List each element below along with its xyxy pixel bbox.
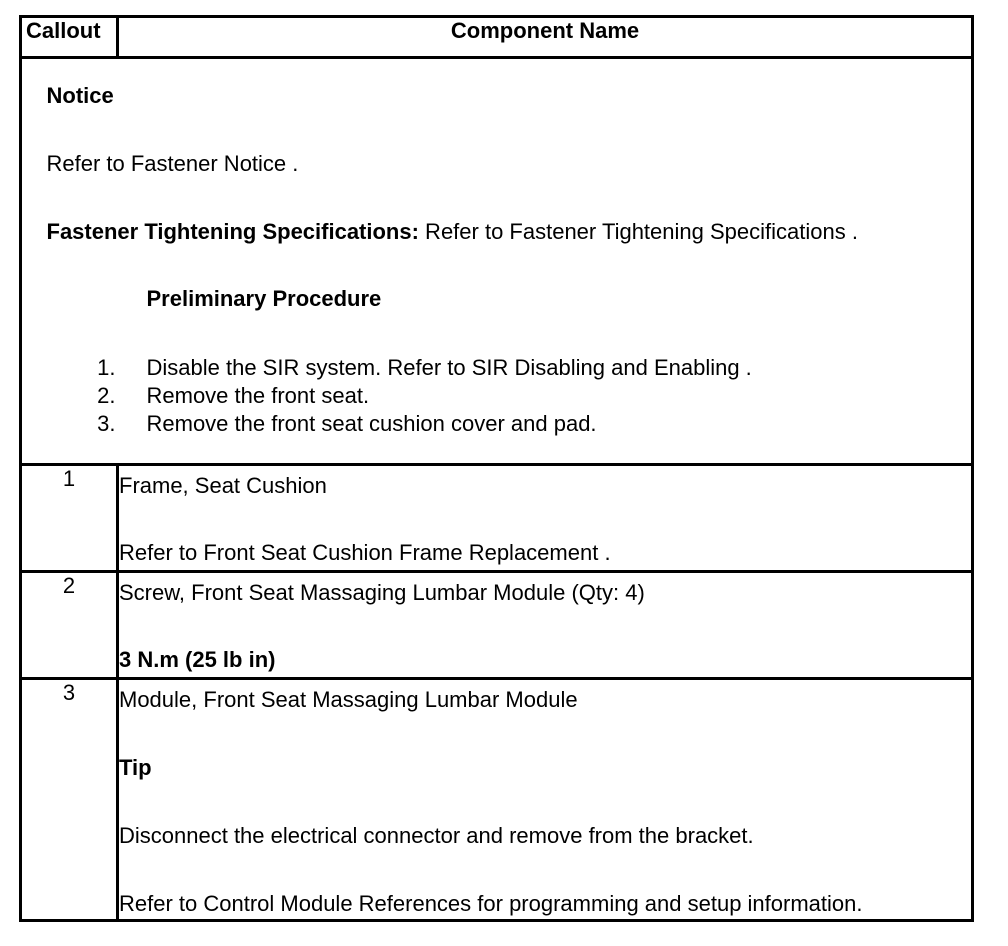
component-name: Frame, Seat Cushion bbox=[119, 473, 327, 498]
header-row bbox=[21, 17, 973, 58]
component-cell bbox=[118, 679, 973, 921]
step-text: Remove the front seat. bbox=[146, 382, 370, 408]
table-row bbox=[21, 465, 973, 572]
tip-text: Disconnect the electrical connector and remove from the bracket. bbox=[119, 823, 754, 848]
preliminary-procedure-title: Preliminary Procedure bbox=[146, 285, 382, 311]
notice-title: Notice bbox=[46, 82, 114, 108]
fastener-tightening-line bbox=[47, 219, 858, 244]
tip-title: Tip bbox=[119, 755, 152, 780]
table-row bbox=[21, 679, 973, 921]
fastener-tightening-label: Fastener Tightening Specifications: bbox=[46, 218, 419, 244]
procedure-table bbox=[19, 15, 974, 922]
fastener-notice-reference: Refer to Fastener Notice . bbox=[46, 150, 299, 176]
component-cell bbox=[118, 572, 973, 679]
callout-number: 1 bbox=[21, 465, 118, 572]
callout-number: 3 bbox=[21, 679, 118, 921]
notice-row bbox=[21, 58, 973, 465]
step-number: 2. bbox=[97, 382, 116, 408]
component-detail: Refer to Front Seat Cushion Frame Replacement . bbox=[119, 540, 611, 565]
component-name: Screw, Front Seat Massaging Lumbar Module (Qty: 4) bbox=[119, 580, 645, 605]
step-number: 1. bbox=[97, 354, 116, 380]
torque-specification: 3 N.m (25 lb in) bbox=[119, 647, 276, 672]
callout-number: 2 bbox=[21, 572, 118, 679]
component-name-header: Component Name bbox=[118, 17, 973, 58]
callout-header: Callout bbox=[21, 17, 118, 58]
table-row bbox=[21, 572, 973, 679]
step-number: 3. bbox=[97, 410, 116, 436]
fastener-tightening-reference: Refer to Fastener Tightening Specifications . bbox=[418, 218, 858, 244]
component-name: Module, Front Seat Massaging Lumbar Module bbox=[119, 687, 578, 712]
component-detail: Refer to Control Module References for programming and setup information. bbox=[119, 891, 863, 916]
step-text: Remove the front seat cushion cover and pad. bbox=[146, 410, 597, 436]
notice-cell bbox=[21, 58, 973, 465]
component-cell bbox=[118, 465, 973, 572]
step-text: Disable the SIR system. Refer to SIR Disabling and Enabling . bbox=[146, 354, 752, 380]
